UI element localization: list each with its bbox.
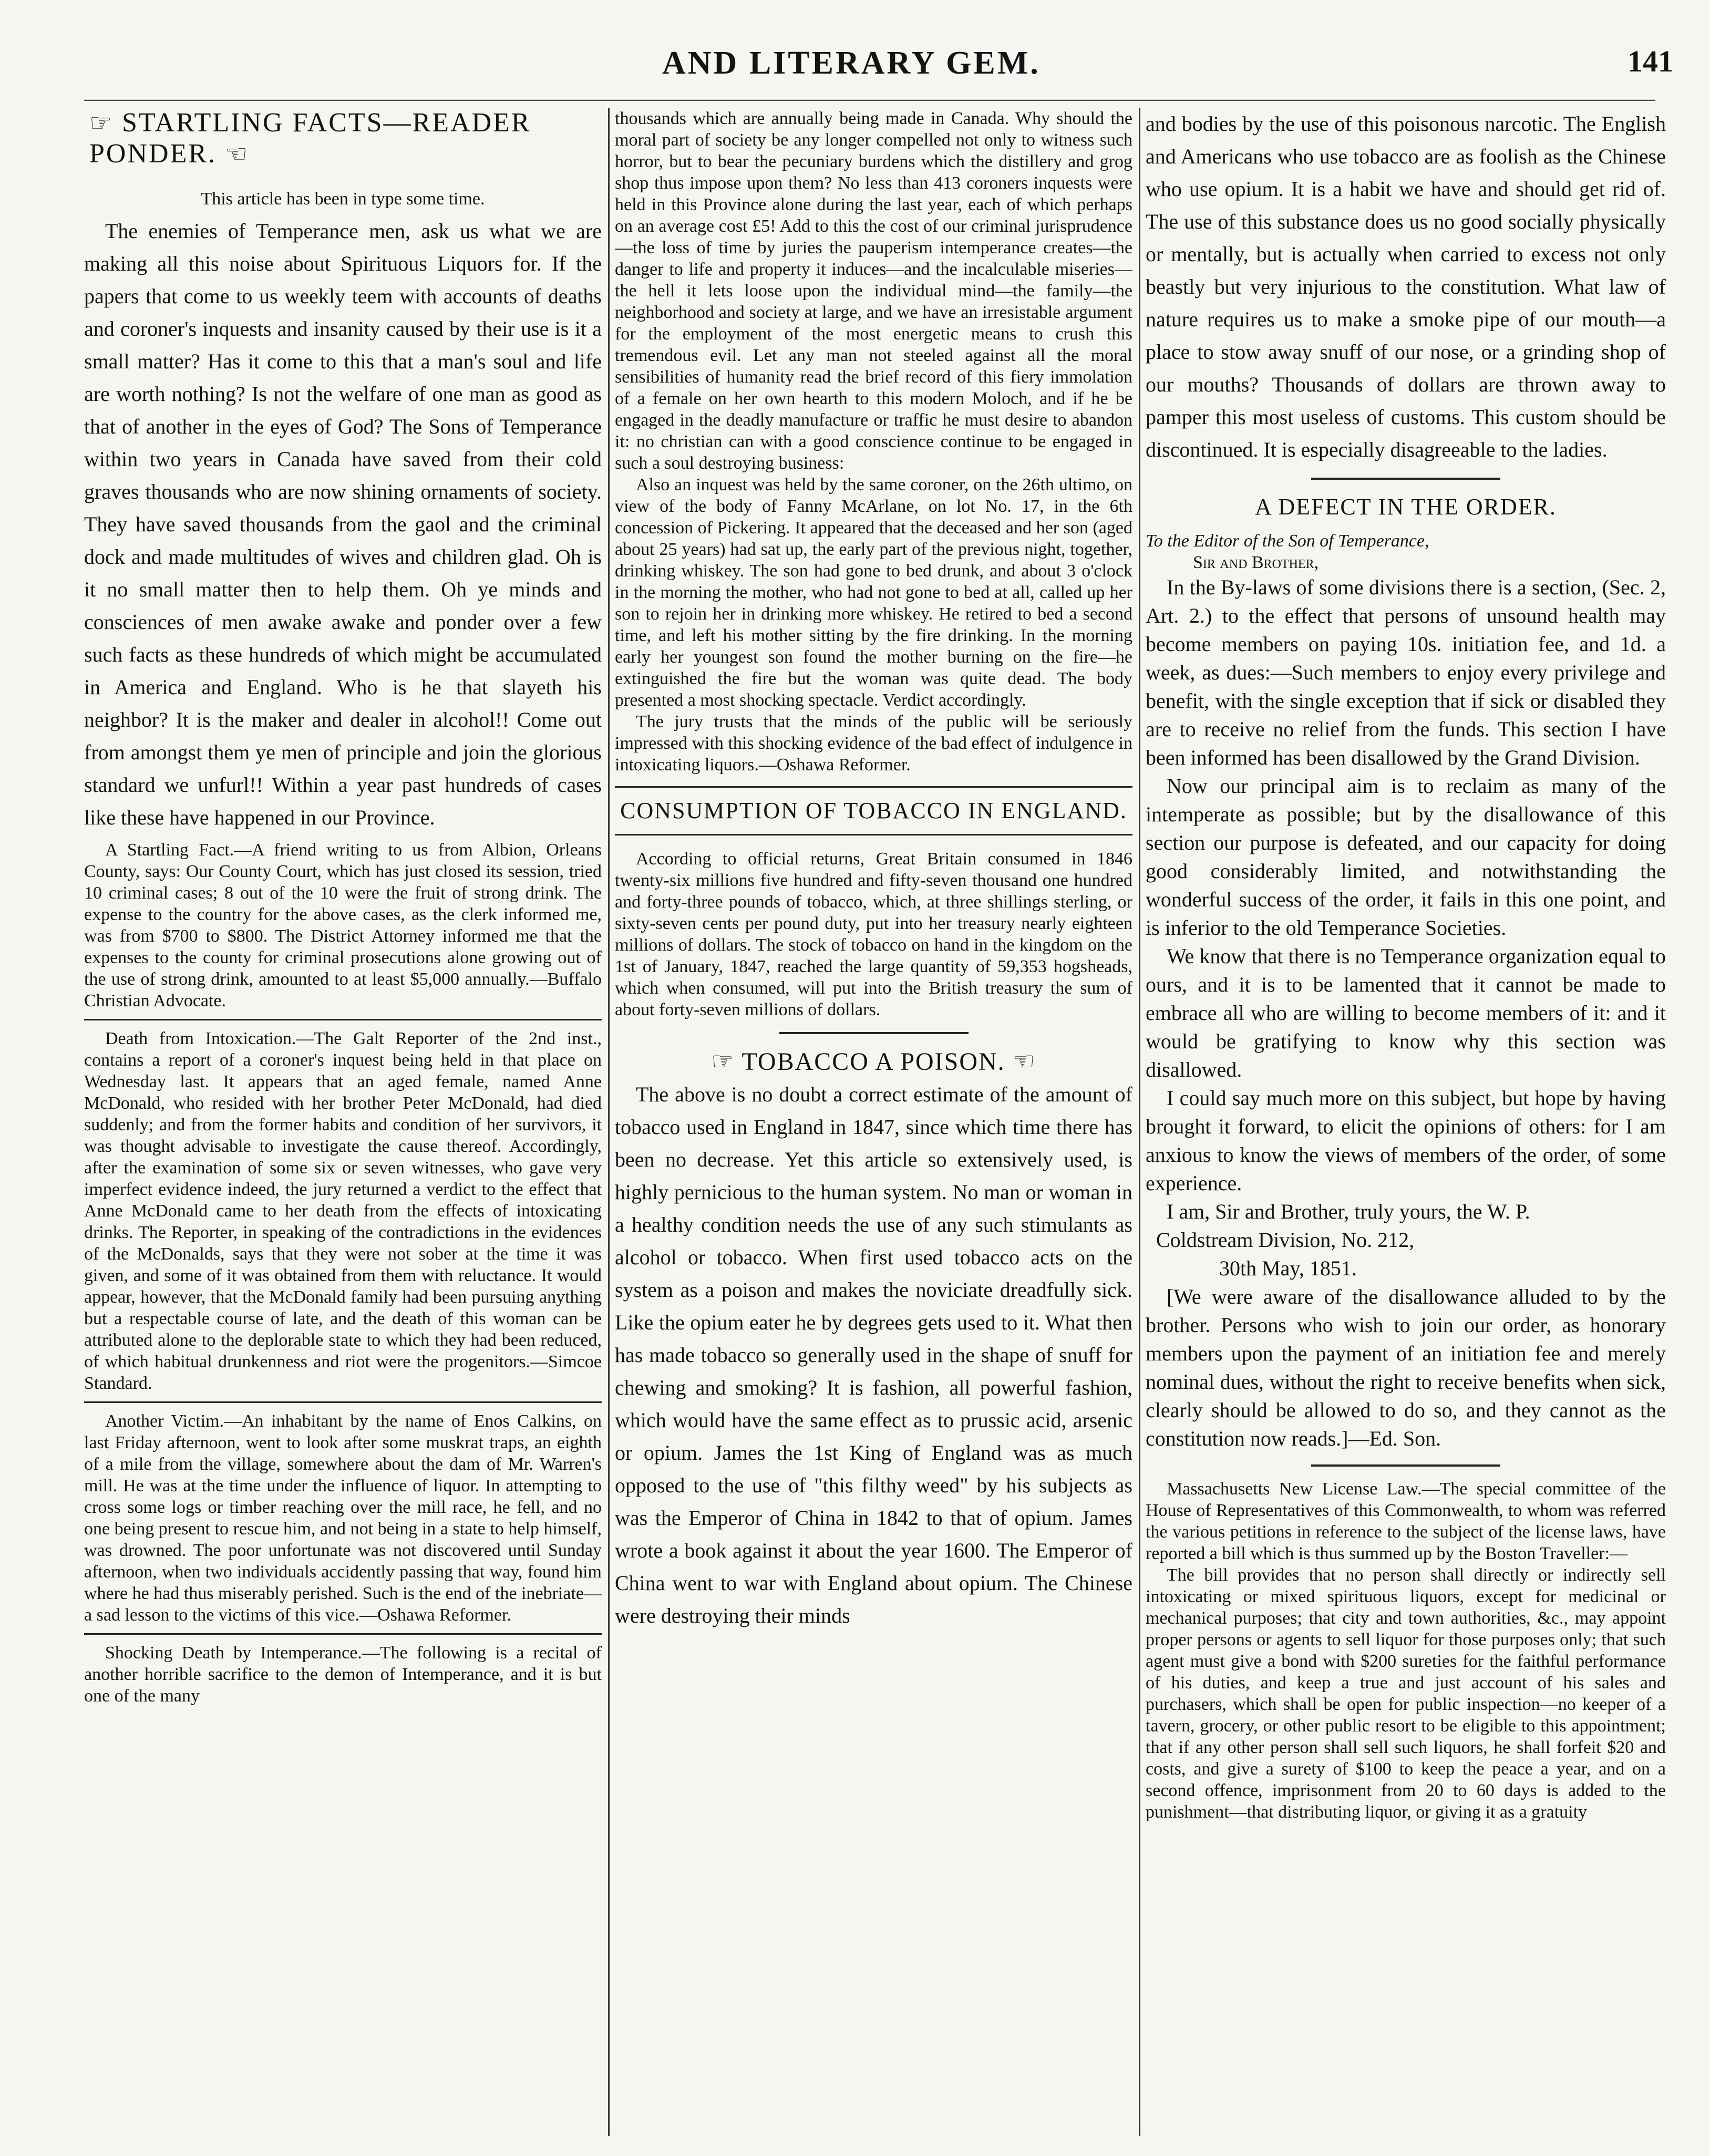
divider (1311, 478, 1500, 480)
letter-date: 30th May, 1851. (1219, 1256, 1357, 1280)
article-continuation: thousands which are annually being made in Canada. Why should the moral part of society be any longer compelled not only to witness such horror, but to bear the pecuniary burdens which the distillery and grog shop thus impose upon them? No less than 413 coroners inquests were held in this Province alone during the last year, each of which perhaps on an average cost £5! Add to this the cost of our criminal jurisprudence—the loss of time by juries the pauperism intemperance creates—the danger to life and property it induces—and the incalculable miseries—the hell it lets loose upon the individual mind—the family—the neighborhood and society at large, and we have an irresistable argument for the employment of the most energetic means to crush this tremendous evil. Let any man not steeled against all the moral sensibilities of humanity read the brief record of this fiery immolation of a female on her own hearth to this modern Moloch, and if he be engaged in the deadly manufacture or traffic he must desire to abandon it: no christian can with a good conscience continue to be engaged in such a soul destroying business: (615, 109, 1132, 473)
news-item-death-from-intoxication: Death from Intoxication.—The Galt Reporter of the 2nd inst., contains a report of a coroner's inquest being held in that place on Wednesday last. It appears that an aged female, named Anne McDonald, who resided with her brother Peter McDonald, had died suddenly; and from the former habits and condition of her survivors, it was thought advisable to investigate the cause thereof. Accordingly, after the examination of some six or seven witnesses, who gave very imperfect evidence indeed, the jury returned a verdict to the effect that Anne McDonald came to her death from the effects of intoxicating drinks. The Reporter, in speaking of the contradictions in the evidences of the McDonalds, says that they were not sober at the time it was given, and some of it was obtained from them with reluctance. It would appear, however, that the McDonald family had been pursuing anything but a respectable course of late, and the death of this woman can be attributed alone to the deplorable state to which they had been reduced, of which habitual drunkenness and riot were the progenitors.—Simcoe Standard. (84, 1029, 602, 1393)
inquest-report: Also an inquest was held by the same coroner, on the 26th ultimo, on view of the body of Fanny McArlane, on lot No. 17, in the 6th concession of Pickering. It appeared that the deceased and her son (aged about 25 years) had sat up, the early part of the previous night, together, drinking whiskey. The son had gone to bed drunk, and about 3 o'clock in the morning the mother, who had not gone to bed at all, called up her son to rejoin her in drinking more whiskey. He retired to bed a second time, and left his mother sitting by the fire drinking. In the morning early her youngest son found the mother burning on the fire—he extinguished the fire but the woman was quite dead. The body presented a most shocking spectacle. Verdict accordingly. (615, 475, 1132, 710)
divider (615, 786, 1132, 788)
divider (615, 834, 1132, 835)
letter-salutation: Sir and Brother, (1193, 553, 1319, 572)
article-heading-startling-facts (84, 108, 602, 170)
article-heading-defect-in-order: A DEFECT IN THE ORDER. (1254, 494, 1557, 520)
jury-statement: The jury trusts that the minds of the public will be seriously impressed with this shocking evidence of the bad effect of indulgence in intoxicating liquors.—Oshawa Reformer. (615, 712, 1132, 775)
letter-paragraph: Now our principal aim is to reclaim as many of the intemperate as possible; but by the disallowance of this section our purpose is defeated, and our capacity for doing good considerably limited, and notwithstanding the wonderful success of the order, it fails in this one point, and is inferior to the old Temperance Societies. (1146, 774, 1666, 940)
letter-division: Coldstream Division, No. 212, (1156, 1228, 1415, 1252)
license-bill-summary: The bill provides that no person shall directly or indirectly sell intoxicating or mixed spirituous liquors, except for medicinal or mechanical purposes; that city and town authorities, &c., may appoint proper persons or agents to sell liquor for those purposes only; that such agent must give a bond with $200 sureties for the faithful performance of his duties, and keep a true and just account of his sales and purchasers, which shall be open for public inspection—no keeper of a tavern, grocery, or other public resort to be eligible to this appointment; that if any other person shall sell such liquors, he shall forfeit $20 and costs, and give a surety of $100 to keep the peace a year, and on a second offence, imprisonment from 20 to 60 days is added to the punishment—that distributing liquor, or giving it as a gratuity (1146, 1565, 1666, 1822)
letter-paragraph: We know that there is no Temperance organization equal to ours, and it is to be lamented that it cannot be made to embrace all who are willing to become members of it: and it would be gratifying to know why this section was disallowed. (1146, 944, 1666, 1081)
tobacco-poison-body: The above is no doubt a correct estimate of the amount of tobacco used in England in 1847, since which time there has been no decrease. Yet this article so extensively used, is highly pernicious to the human system. No man or woman in a healthy condition needs the use of any such stimulants as alcohol or tobacco. When first used tobacco acts on the system as a poison and makes the noviciate dreadfully sick. Like the opium eater he by degrees gets used to it. What then has made tobacco so generally used in the shape of snuff for chewing and smoking? It is fashion, all powerful fashion, which would have the same effect as to prussic acid, arsenic or opium. James the 1st King of England was as much opposed to the use of "this filthy weed" by his subjects as was the Emperor of China in 1842 to that of opium. James wrote a book against it about the year 1600. The Emperor of China went to war with England about opium. The Chinese were destroying their minds (615, 1082, 1132, 1627)
divider (84, 1633, 602, 1635)
massachusetts-license-law: Massachusetts New License Law.—The special committee of the House of Representatives of this Commonwealth, to whom was referred the various petitions in reference to the subject of the license laws, have reported a bill which is thus summed up by the Boston Traveller:— (1146, 1479, 1666, 1563)
letter-paragraph: I could say much more on this subject, but hope by having brought it forward, to elicit the opinions of others: for I am anxious to know the views of members of the order, of some experience. (1146, 1086, 1666, 1195)
divider (779, 1032, 969, 1034)
letter-paragraph: In the By-laws of some divisions there is a section, (Sec. 2, Art. 2.) to the effect that persons of unsound health may become members on paying 10s. initiation fee, and 1d. a week, as dues:—Such members to enjoy every privilege and benefit, with the single exception that if sick or disabled they are to receive no relief from the funds. This section I have been informed has been disallowed by the Grand Division. (1146, 575, 1666, 769)
article-heading-tobacco-poison (615, 1046, 1132, 1078)
page-number: 141 (1627, 44, 1673, 78)
news-item-startling-fact: A Startling Fact.—A friend writing to us from Albion, Orleans County, says: Our County Court, which has just closed its session, tried 10 criminal cases; 8 out of the 10 were the fruit of strong drink. The expense to the country for the above cases, as the clerk informed me, was from $700 to $800. The District Attorney informed me that the expenses to the county for criminal prosecutions alone growing out of the use of strong drink, amounted to at least $5,000 annually.—Buffalo Christian Advocate. (84, 840, 602, 1010)
article-note: This article has been in type some time. (201, 189, 485, 209)
column-2 (615, 108, 1132, 2141)
article-continuation: and bodies by the use of this poisonous narcotic. The English and Americans who use tobacco are as foolish as the Chinese who use opium. It is a habit we have and should get rid of. The use of this substance does us no good socially physically or mentally, but is actually when carried to excess not only beastly but very injurious to the constitution. What law of nature requires us to make a smoke pipe of our mouth—a place to stow away snuff of our nose, or a grinding shop of our mouths? Thousands of dollars are thrown away to pamper this most useless of customs. This custom should be discontinued. It is especially disagreeable to the ladies. (1146, 112, 1666, 461)
article-body: The enemies of Temperance men, ask us what we are making all this noise about Spirituous Liquors for. If the papers that come to us weekly teem with accounts of deaths and coroner's inquests and insanity caused by their use is it a small matter? Has it come to this that a man's soul and life are worth nothing? Is not the welfare of one man as good as that of another in the eyes of God? The Sons of Temperance within two years in Canada have saved from their cold graves thousands who are now shining ornaments of society. They have saved thousands from the gaol and the criminal dock and made multitudes of wives and children glad. Oh is it no small matter then to help them. Oh ye minds and consciences of men awake awake and ponder over a few such facts as these hundreds of which might be accumulated in America and England. Who is he that slayeth his neighbor? It is the maker and dealer in alcohol!! Come out from amongst them ye men of principle and join the glorious standard we unfurl!! Within a year past hundreds of cases like these have happened in our Province. (84, 219, 602, 829)
news-item-another-victim: Another Victim.—An inhabitant by the name of Enos Calkins, on last Friday afternoon, went to look after some muskrat traps, an eighth of a mile from the village, somewhere about the dam of Mr. Warren's mill. He was at the time under the influence of liquor. In attempting to cross some logs or timber reaching over the mill race, he fell, and no one being present to rescue him, and not being in a state to help himself, was drowned. The poor unfortunate was not discovered until Sunday afternoon, when two individuals accidently passing that way, found him where he had thus miserably perished. Such is the end of the inebriate—a sad lesson to the victims of this vice.—Oshawa Reformer. (84, 1411, 602, 1625)
letter-signoff: I am, Sir and Brother, truly yours, the W. P. (1167, 1200, 1530, 1223)
pointing-hand-left-icon: ☜ (225, 140, 250, 168)
pointing-hand-icon: ☞ (89, 109, 114, 137)
tobacco-consumption-body: According to official returns, Great Britain consumed in 1846 twenty-six millions five hundred and fifty-seven thousand one hundred and forty-three pounds of tobacco, which, at three shillings sterling, or sixty-seven cents per pound duty, put into her treasury nearly eighteen millions of dollars. The stock of tobacco on hand in the kingdom on the 1st of January, 1847, reached the large quantity of 59,353 hogsheads, which when consumed, will put into the British treasury the sum of about forty-seven millions of dollars. (615, 849, 1132, 1019)
column-rule-1 (608, 108, 610, 2136)
divider (84, 1019, 602, 1020)
page-header-title: AND LITERARY GEM. (662, 45, 1041, 81)
letter-addressee: To the Editor of the Son of Temperance, (1146, 531, 1429, 551)
editor-note: [We were aware of the disallowance alluded to by the brother. Persons who wish to join our order, as honorary members upon the payment of an initiation fee and merely nominal dues, without the right to receive benefits when sick, clearly should be allowed to do so, and they cannot as the constitution now reads.]—Ed. Son. (1146, 1285, 1666, 1450)
article-heading-tobacco-consumption: CONSUMPTION OF TOBACCO IN ENGLAND. (620, 798, 1127, 823)
heading-text: STARTLING FACTS—READER PONDER. (89, 108, 531, 169)
divider (1311, 1464, 1500, 1467)
news-item-shocking-death: Shocking Death by Intemperance.—The following is a recital of another horrible sacrifice to the demon of Intemperance, and it is but one of the many (84, 1643, 602, 1706)
running-header (0, 39, 1710, 87)
heading-text: TOBACCO A POISON. (741, 1048, 1005, 1076)
column-rule-2 (1139, 108, 1140, 2136)
column-1 (84, 108, 602, 2141)
divider (84, 1401, 602, 1403)
pointing-hand-icon: ☞ (711, 1048, 735, 1076)
header-rule (84, 99, 1655, 101)
column-3 (1146, 108, 1666, 2141)
pointing-hand-left-icon: ☜ (1012, 1048, 1036, 1076)
